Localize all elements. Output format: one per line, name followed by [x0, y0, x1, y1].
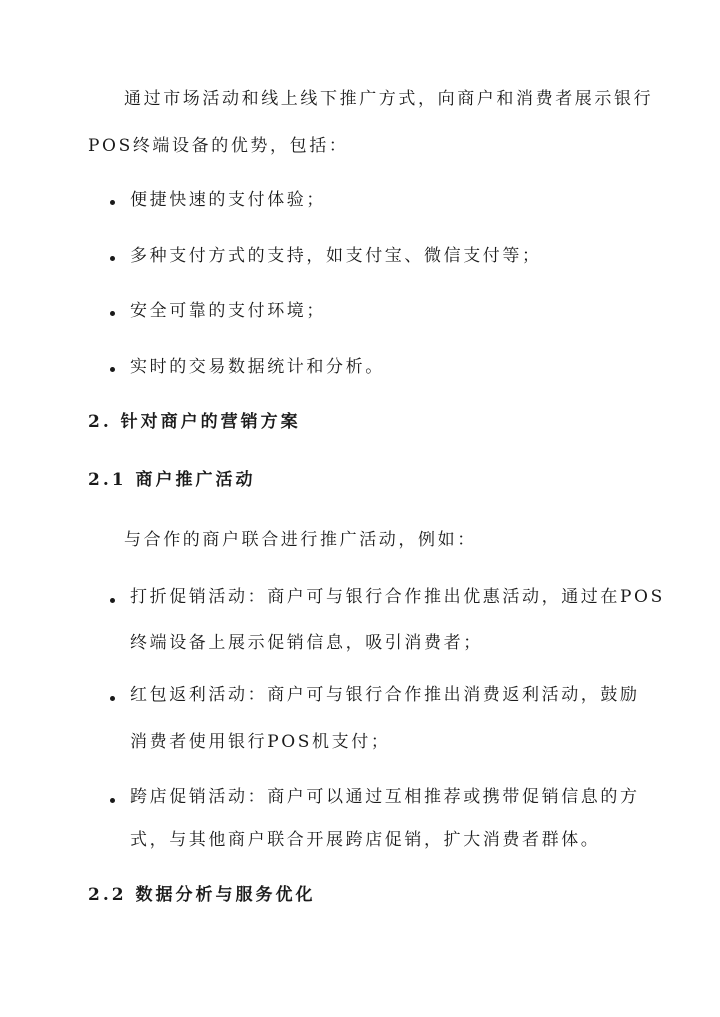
bullet-icon — [110, 598, 115, 603]
intro-line-2: POS终端设备的优势，包括： — [88, 136, 349, 156]
bullet-icon — [110, 798, 115, 803]
section-heading-2-2: 2.2 数据分析与服务优化 — [88, 885, 316, 905]
promo-item-line-2: 终端设备上展示促销信息，吸引消费者； — [130, 633, 483, 653]
advantage-item: 多种支付方式的支持，如支付宝、微信支付等； — [130, 246, 542, 266]
promo-item-line-1: 红包返利活动：商户可与银行合作推出消费返利活动，鼓励 — [130, 685, 640, 705]
advantage-item: 安全可靠的支付环境； — [130, 301, 326, 321]
promo-item-line-1: 跨店促销活动：商户可以通过互相推荐或携带促销信息的方 — [130, 787, 640, 807]
section-heading-2-1: 2.1 商户推广活动 — [88, 470, 256, 490]
section-2-1-intro: 与合作的商户联合进行推广活动，例如： — [124, 530, 477, 550]
bullet-icon — [110, 200, 115, 205]
section-heading-2: 2. 针对商户的营销方案 — [88, 412, 301, 432]
bullet-icon — [110, 367, 115, 372]
bullet-icon — [110, 256, 115, 261]
bullet-icon — [110, 696, 115, 701]
promo-item-line-2: 式，与其他商户联合开展跨店促销，扩大消费者群体。 — [130, 830, 601, 850]
advantage-item: 实时的交易数据统计和分析。 — [130, 357, 385, 377]
promo-item-line-1: 打折促销活动：商户可与银行合作推出优惠活动，通过在POS — [130, 587, 665, 607]
bullet-icon — [110, 311, 115, 316]
promo-item-line-2: 消费者使用银行POS机支付； — [130, 732, 391, 752]
intro-line-1: 通过市场活动和线上线下推广方式，向商户和消费者展示银行 — [124, 89, 654, 109]
advantage-item: 便捷快速的支付体验； — [130, 190, 326, 210]
